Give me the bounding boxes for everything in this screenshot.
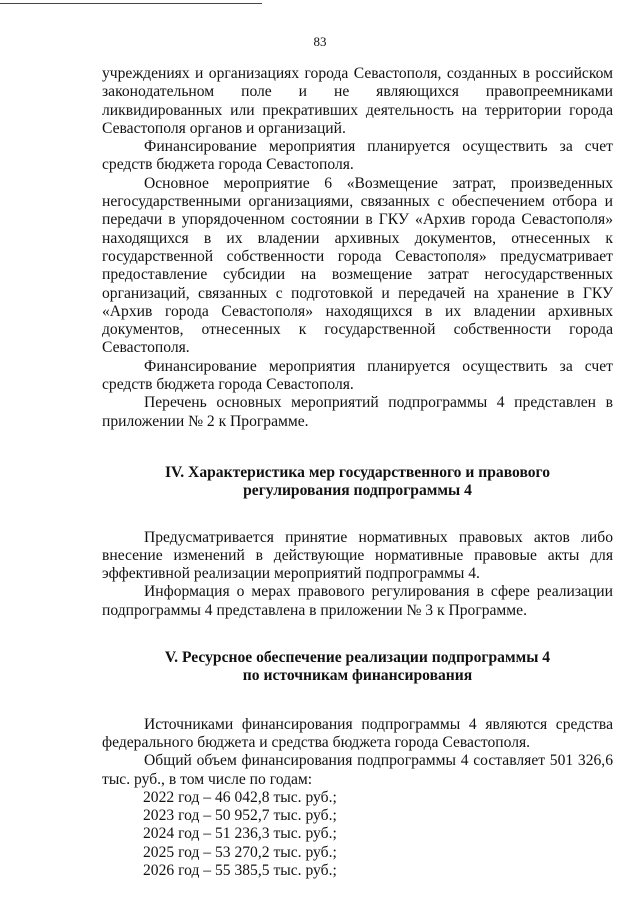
section-5-paragraph-2: Общий объем финансирования подпрограммы 4 составляет 501 326,6 тыс. руб., в том числе по годам: (102, 752, 613, 788)
page-number: 83 (313, 34, 327, 49)
paragraph-activities-list: Перечень основных мероприятий подпрограммы 4 представлен в приложении № 2 к Программе. (102, 394, 613, 430)
section-5-heading-line-1: V. Ресурсное обеспечение реализации подпрограммы 4 (164, 649, 551, 667)
paragraph-main-activity-6: Основное мероприятие 6 «Возмещение затрат, произведенных негосударственными организациями, связанных с обеспечением отбора и передачи в упорядоченном состоянии в ГКУ «Архив города Севастополя» находящихся в их владении архивных документов, отнесенных к государственной собственности города Севастополя» предусматривает предоставление субсидии на возмещение затрат негосударственных организаций, связанных с подготовкой и передачей на хранение в ГКУ «Архив города Севастополя» находящихся в их владении архивных документов, отнесенных к государственной собственности города Севастополя. (102, 174, 613, 357)
paragraph-financing-1: Финансирование мероприятия планируется осуществить за счет средств бюджета города Севастополя. (102, 138, 613, 174)
section-4-paragraph-1: Предусматривается принятие нормативных правовых актов либо внесение изменений в действующие нормативные правовые акты для эффективной реализации мероприятий подпрограммы 4. (102, 528, 613, 583)
section-4-paragraph-2: Информация о мерах правового регулирования в сфере реализации подпрограммы 4 представлена в приложении № 3 к Программе. (102, 583, 613, 619)
section-5-paragraph-1: Источниками финансирования подпрограммы 4 являются средства федерального бюджета и средства бюджета города Севастополя. (102, 715, 613, 751)
paragraph-continuation: учреждениях и организациях города Севастополя, созданных в российском законодательном поле и не являющихся правопреемниками ликвидированных или прекративших деятельность на территории города Севастополя органов и организаций. (102, 65, 613, 137)
funding-year-2025: 2025 год – 53 270,2 тыс. руб.; (143, 843, 337, 861)
funding-year-2022: 2022 год – 46 042,8 тыс. руб.; (143, 788, 337, 806)
section-4-heading-line-1: IV. Характеристика мер государственного и правового (164, 463, 551, 481)
paragraph-financing-2: Финансирование мероприятия планируется осуществить за счет средств бюджета города Севастополя. (102, 357, 613, 394)
top-rule (0, 3, 262, 4)
section-5-heading-line-2: по источникам финансирования (242, 667, 473, 685)
document-body (102, 65, 613, 880)
funding-year-2026: 2026 год – 55 385,5 тыс. руб.; (143, 861, 337, 879)
section-4-heading-line-2: регулирования подпрограммы 4 (243, 482, 472, 500)
funding-year-2024: 2024 год – 51 236,3 тыс. руб.; (143, 825, 337, 843)
funding-year-2023: 2023 год – 50 952,7 тыс. руб.; (143, 807, 337, 825)
